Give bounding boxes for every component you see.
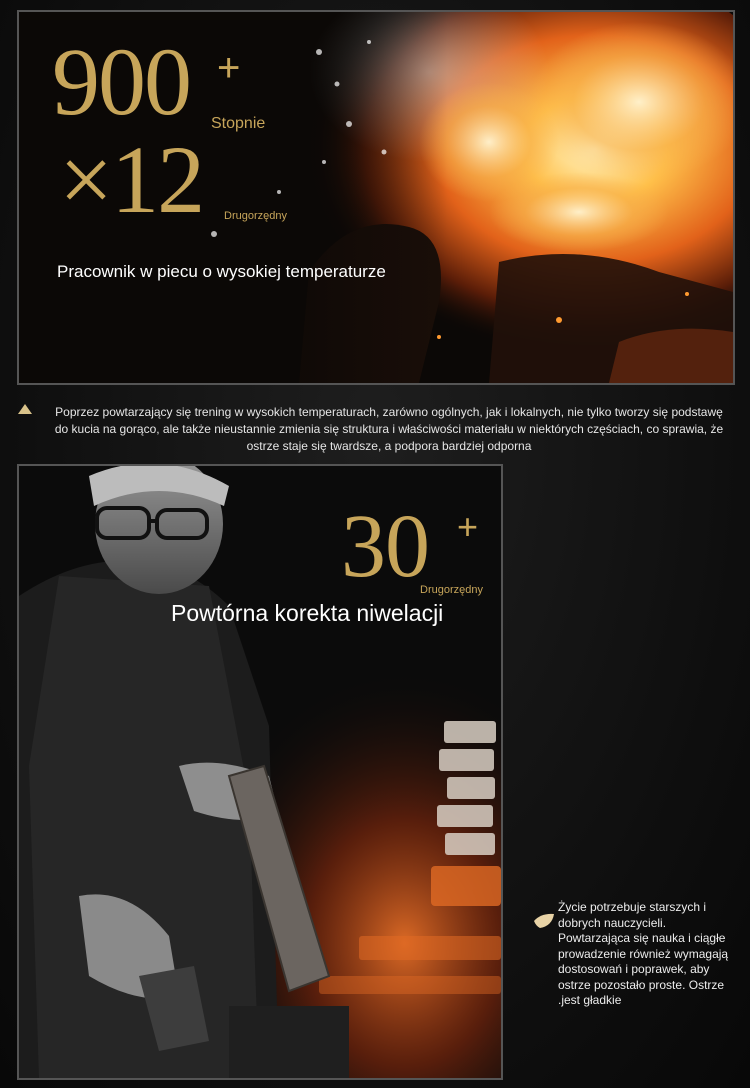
forge-fire-panel	[17, 10, 735, 385]
triangle-icon	[17, 403, 33, 415]
leaf-icon	[533, 912, 555, 930]
forging-description: Poprzez powtarzający się trening w wysokich temperaturach, zarówno ogólnych, jak i lokalnych, nie tylko tworzy się podstawę do kucia na gorąco, ale także nieustannie zmienia się struktura i właściwości materiału w niektórych częściach, co sprawia, że ostrze staje się twardsze, a podpora bardziej odporna	[54, 405, 724, 453]
panel-caption: Pracownik w piecu o wysokiej temperaturze	[57, 262, 386, 281]
stat-30: 30	[341, 497, 429, 596]
stat-x12: ×12	[59, 126, 204, 233]
stat-unit-degrees: Stopnie	[211, 115, 266, 132]
stat-unit-times: Drugorzędny	[224, 210, 287, 222]
stat-plus: +	[457, 506, 479, 547]
panel-caption: Powtórna korekta niwelacji	[171, 600, 444, 626]
stat-900: 900	[52, 28, 190, 135]
blacksmith-panel	[17, 464, 503, 1080]
teacher-description: Życie potrzebuje starszych i dobrych nauczycieli. Powtarzająca się nauka i ciągłe prowadzenie również wymagają dostosowań i poprawek, aby ostrze pozostało proste. Ostrze .jest gładkie	[558, 900, 729, 1007]
stat-unit-times: Drugorzędny	[420, 584, 483, 596]
stat-plus: +	[217, 46, 241, 90]
